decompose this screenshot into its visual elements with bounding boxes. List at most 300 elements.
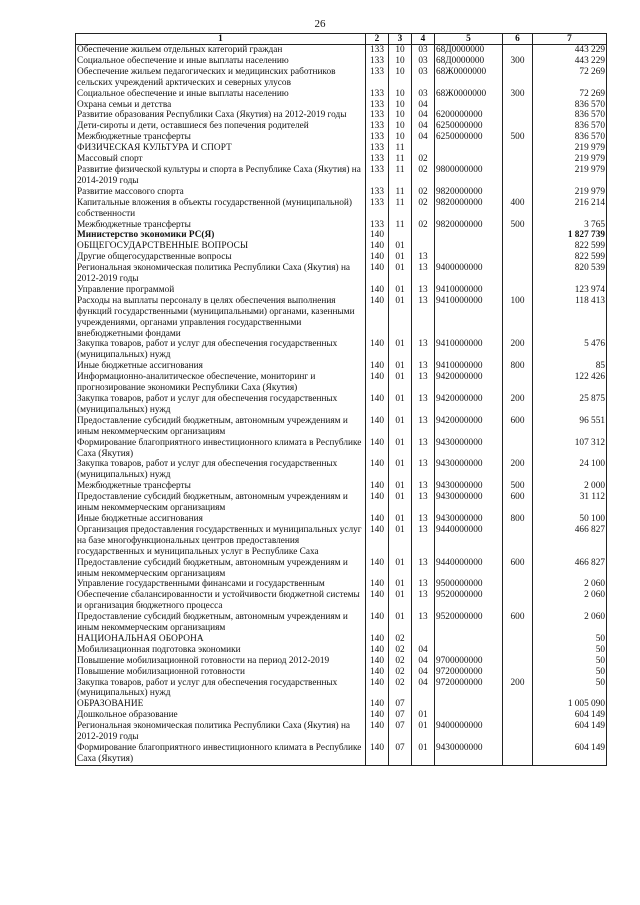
target-article-cell bbox=[435, 154, 503, 165]
section-code-cell: 07 bbox=[389, 699, 412, 710]
table-row bbox=[76, 56, 607, 67]
section-code-cell: 01 bbox=[389, 296, 412, 340]
subsection-code-cell: 02 bbox=[412, 165, 435, 187]
admin-code-cell: 140 bbox=[366, 667, 389, 678]
expense-type-cell bbox=[503, 634, 533, 645]
target-article-cell: 9820000000 bbox=[435, 198, 503, 220]
admin-code-cell: 140 bbox=[366, 721, 389, 743]
subsection-code-cell: 13 bbox=[412, 263, 435, 285]
target-article-cell: 9420000000 bbox=[435, 372, 503, 394]
admin-code-cell: 140 bbox=[366, 558, 389, 580]
amount-cell: 443 229 bbox=[533, 56, 607, 67]
section-code-cell: 10 bbox=[389, 132, 412, 143]
target-article-cell bbox=[435, 634, 503, 645]
page-number: 26 bbox=[314, 18, 326, 30]
row-name-cell: Предоставление субсидий бюджетным, автономным учреждениям и иным некоммерческим организациям bbox=[76, 492, 366, 514]
amount-cell: 50 100 bbox=[533, 514, 607, 525]
subsection-code-cell: 13 bbox=[412, 438, 435, 460]
row-name-cell: Организация предоставления государственных и муниципальных услуг на базе многофункциональных центров предоставления государственных и муниципальных услуг в Республике Саха bbox=[76, 525, 366, 558]
row-name-cell: Закупка товаров, работ и услуг для обеспечения государственных (муниципальных) нужд bbox=[76, 339, 366, 361]
subsection-code-cell: 01 bbox=[412, 721, 435, 743]
expense-type-cell bbox=[503, 438, 533, 460]
table-row bbox=[76, 459, 607, 481]
amount-cell: 216 214 bbox=[533, 198, 607, 220]
amount-cell: 466 827 bbox=[533, 558, 607, 580]
subsection-code-cell: 13 bbox=[412, 296, 435, 340]
subsection-code-cell: 04 bbox=[412, 678, 435, 700]
expense-type-cell: 600 bbox=[503, 612, 533, 634]
section-code-cell: 01 bbox=[389, 579, 412, 590]
section-code-cell: 07 bbox=[389, 743, 412, 765]
section-code-cell: 01 bbox=[389, 361, 412, 372]
table-row bbox=[76, 132, 607, 143]
expense-type-cell bbox=[503, 45, 533, 56]
target-article-cell: 9720000000 bbox=[435, 667, 503, 678]
admin-code-cell: 140 bbox=[366, 634, 389, 645]
admin-code-cell: 140 bbox=[366, 394, 389, 416]
subsection-code-cell: 04 bbox=[412, 121, 435, 132]
amount-cell: 50 bbox=[533, 656, 607, 667]
amount-cell: 836 570 bbox=[533, 121, 607, 132]
table-row bbox=[76, 492, 607, 514]
table-row bbox=[76, 67, 607, 89]
admin-code-cell: 140 bbox=[366, 252, 389, 263]
target-article-cell: 9410000000 bbox=[435, 296, 503, 340]
section-code-cell: 01 bbox=[389, 481, 412, 492]
amount-cell: 31 112 bbox=[533, 492, 607, 514]
row-name-cell: Повышение мобилизационной готовности bbox=[76, 667, 366, 678]
target-article-cell bbox=[435, 699, 503, 710]
amount-cell: 1 827 739 bbox=[533, 230, 607, 241]
amount-cell: 50 bbox=[533, 678, 607, 700]
row-name-cell: НАЦИОНАЛЬНАЯ ОБОРОНА bbox=[76, 634, 366, 645]
admin-code-cell: 133 bbox=[366, 143, 389, 154]
section-code-cell: 10 bbox=[389, 56, 412, 67]
section-code-cell: 01 bbox=[389, 525, 412, 558]
subsection-code-cell: 13 bbox=[412, 361, 435, 372]
subsection-code-cell: 13 bbox=[412, 339, 435, 361]
target-article-cell: 9500000000 bbox=[435, 579, 503, 590]
amount-cell: 24 100 bbox=[533, 459, 607, 481]
row-name-cell: Развитие массового спорта bbox=[76, 187, 366, 198]
admin-code-cell: 140 bbox=[366, 361, 389, 372]
admin-code-cell: 140 bbox=[366, 372, 389, 394]
expense-type-cell bbox=[503, 110, 533, 121]
column-header-4: 4 bbox=[412, 34, 435, 45]
expense-type-cell: 500 bbox=[503, 481, 533, 492]
expense-type-cell bbox=[503, 579, 533, 590]
row-name-cell: Межбюджетные трансферты bbox=[76, 132, 366, 143]
amount-cell: 604 149 bbox=[533, 721, 607, 743]
amount-cell: 123 974 bbox=[533, 285, 607, 296]
subsection-code-cell: 02 bbox=[412, 187, 435, 198]
table-row bbox=[76, 678, 607, 700]
subsection-code-cell: 01 bbox=[412, 743, 435, 765]
section-code-cell: 01 bbox=[389, 372, 412, 394]
admin-code-cell: 133 bbox=[366, 187, 389, 198]
section-code-cell: 02 bbox=[389, 634, 412, 645]
admin-code-cell: 140 bbox=[366, 525, 389, 558]
expense-type-cell bbox=[503, 121, 533, 132]
amount-cell: 822 599 bbox=[533, 252, 607, 263]
amount-cell: 2 060 bbox=[533, 579, 607, 590]
amount-cell: 50 bbox=[533, 645, 607, 656]
section-code-cell: 01 bbox=[389, 416, 412, 438]
target-article-cell: 9420000000 bbox=[435, 416, 503, 438]
table-row bbox=[76, 296, 607, 340]
amount-cell: 118 413 bbox=[533, 296, 607, 340]
table-row bbox=[76, 121, 607, 132]
row-name-cell: Межбюджетные трансферты bbox=[76, 481, 366, 492]
row-name-cell: Обеспечение жильем педагогических и медицинских работников сельских учреждений арктических и северных улусов bbox=[76, 67, 366, 89]
section-code-cell: 01 bbox=[389, 514, 412, 525]
target-article-cell: 9520000000 bbox=[435, 590, 503, 612]
table-row bbox=[76, 645, 607, 656]
table-row bbox=[76, 89, 607, 100]
table-row bbox=[76, 45, 607, 56]
section-code-cell: 01 bbox=[389, 590, 412, 612]
expense-type-cell: 600 bbox=[503, 558, 533, 580]
section-code-cell: 01 bbox=[389, 558, 412, 580]
amount-cell: 604 149 bbox=[533, 743, 607, 765]
admin-code-cell: 133 bbox=[366, 154, 389, 165]
row-name-cell: Закупка товаров, работ и услуг для обеспечения государственных (муниципальных) нужд bbox=[76, 678, 366, 700]
admin-code-cell: 140 bbox=[366, 710, 389, 721]
section-code-cell: 02 bbox=[389, 656, 412, 667]
admin-code-cell: 140 bbox=[366, 459, 389, 481]
table-row bbox=[76, 285, 607, 296]
target-article-cell bbox=[435, 645, 503, 656]
section-code-cell: 01 bbox=[389, 612, 412, 634]
target-article-cell: 9800000000 bbox=[435, 165, 503, 187]
expense-type-cell bbox=[503, 743, 533, 765]
row-name-cell: Формирование благоприятного инвестиционного климата в Республике Саха (Якутия) bbox=[76, 438, 366, 460]
target-article-cell: 9440000000 bbox=[435, 558, 503, 580]
row-name-cell: ФИЗИЧЕСКАЯ КУЛЬТУРА И СПОРТ bbox=[76, 143, 366, 154]
row-name-cell: Управление государственными финансами и государственным bbox=[76, 579, 366, 590]
section-code-cell: 01 bbox=[389, 252, 412, 263]
table-row bbox=[76, 416, 607, 438]
target-article-cell: 9430000000 bbox=[435, 743, 503, 765]
subsection-code-cell: 13 bbox=[412, 558, 435, 580]
target-article-cell bbox=[435, 252, 503, 263]
table-row bbox=[76, 656, 607, 667]
subsection-code-cell: 04 bbox=[412, 645, 435, 656]
admin-code-cell: 133 bbox=[366, 121, 389, 132]
target-article-cell bbox=[435, 230, 503, 241]
row-name-cell: Мобилизационная подготовка экономики bbox=[76, 645, 366, 656]
subsection-code-cell: 02 bbox=[412, 220, 435, 231]
admin-code-cell: 140 bbox=[366, 612, 389, 634]
target-article-cell: 6250000000 bbox=[435, 132, 503, 143]
admin-code-cell: 133 bbox=[366, 165, 389, 187]
table-row bbox=[76, 198, 607, 220]
amount-cell: 2 000 bbox=[533, 481, 607, 492]
target-article-cell bbox=[435, 100, 503, 111]
table-row bbox=[76, 241, 607, 252]
expense-type-cell: 300 bbox=[503, 89, 533, 100]
amount-cell: 72 269 bbox=[533, 67, 607, 89]
table-row bbox=[76, 481, 607, 492]
table-row bbox=[76, 634, 607, 645]
section-code-cell: 01 bbox=[389, 241, 412, 252]
table-row bbox=[76, 667, 607, 678]
row-name-cell: Закупка товаров, работ и услуг для обеспечения государственных (муниципальных) нужд bbox=[76, 459, 366, 481]
subsection-code-cell: 02 bbox=[412, 198, 435, 220]
expense-type-cell bbox=[503, 100, 533, 111]
column-header-5: 5 bbox=[435, 34, 503, 45]
row-name-cell: Управление программой bbox=[76, 285, 366, 296]
section-code-cell: 10 bbox=[389, 67, 412, 89]
table-row bbox=[76, 394, 607, 416]
table-row bbox=[76, 230, 607, 241]
subsection-code-cell: 13 bbox=[412, 416, 435, 438]
admin-code-cell: 140 bbox=[366, 285, 389, 296]
row-name-cell: Региональная экономическая политика Республики Саха (Якутия) на 2012-2019 годы bbox=[76, 263, 366, 285]
row-name-cell: Региональная экономическая политика Республики Саха (Якутия) на 2012-2019 годы bbox=[76, 721, 366, 743]
admin-code-cell: 140 bbox=[366, 579, 389, 590]
section-code-cell: 01 bbox=[389, 492, 412, 514]
expense-type-cell: 400 bbox=[503, 198, 533, 220]
admin-code-cell: 133 bbox=[366, 198, 389, 220]
expense-type-cell bbox=[503, 67, 533, 89]
target-article-cell: 9820000000 bbox=[435, 187, 503, 198]
row-name-cell: Формирование благоприятного инвестиционного климата в Республике Саха (Якутия) bbox=[76, 743, 366, 765]
admin-code-cell: 140 bbox=[366, 590, 389, 612]
admin-code-cell: 140 bbox=[366, 656, 389, 667]
subsection-code-cell bbox=[412, 634, 435, 645]
section-code-cell: 07 bbox=[389, 710, 412, 721]
table-row bbox=[76, 339, 607, 361]
table-row bbox=[76, 743, 607, 765]
admin-code-cell: 140 bbox=[366, 514, 389, 525]
admin-code-cell: 140 bbox=[366, 241, 389, 252]
amount-cell: 1 005 090 bbox=[533, 699, 607, 710]
amount-cell: 219 979 bbox=[533, 187, 607, 198]
amount-cell: 2 060 bbox=[533, 612, 607, 634]
section-code-cell: 11 bbox=[389, 220, 412, 231]
target-article-cell: 9430000000 bbox=[435, 492, 503, 514]
target-article-cell: 9430000000 bbox=[435, 438, 503, 460]
subsection-code-cell: 13 bbox=[412, 525, 435, 558]
amount-cell: 219 979 bbox=[533, 143, 607, 154]
admin-code-cell: 140 bbox=[366, 296, 389, 340]
expense-type-cell bbox=[503, 590, 533, 612]
table-header-row bbox=[76, 34, 607, 45]
row-name-cell: Министерство экономики РС(Я) bbox=[76, 230, 366, 241]
expense-type-cell: 800 bbox=[503, 361, 533, 372]
row-name-cell: Другие общегосударственные вопросы bbox=[76, 252, 366, 263]
subsection-code-cell: 13 bbox=[412, 285, 435, 296]
subsection-code-cell: 04 bbox=[412, 110, 435, 121]
amount-cell: 604 149 bbox=[533, 710, 607, 721]
amount-cell: 72 269 bbox=[533, 89, 607, 100]
amount-cell: 219 979 bbox=[533, 165, 607, 187]
table-row bbox=[76, 525, 607, 558]
row-name-cell: Развитие образования Республики Саха (Якутия) на 2012-2019 годы bbox=[76, 110, 366, 121]
admin-code-cell: 133 bbox=[366, 67, 389, 89]
admin-code-cell: 140 bbox=[366, 492, 389, 514]
amount-cell: 836 570 bbox=[533, 100, 607, 111]
subsection-code-cell: 13 bbox=[412, 612, 435, 634]
subsection-code-cell: 03 bbox=[412, 45, 435, 56]
column-header-7: 7 bbox=[533, 34, 607, 45]
expense-type-cell bbox=[503, 721, 533, 743]
amount-cell: 836 570 bbox=[533, 110, 607, 121]
section-code-cell: 07 bbox=[389, 721, 412, 743]
target-article-cell: 9820000000 bbox=[435, 220, 503, 231]
column-header-2: 2 bbox=[366, 34, 389, 45]
admin-code-cell: 140 bbox=[366, 481, 389, 492]
table-row bbox=[76, 187, 607, 198]
expense-type-cell bbox=[503, 372, 533, 394]
table-row bbox=[76, 710, 607, 721]
subsection-code-cell bbox=[412, 143, 435, 154]
target-article-cell: 9410000000 bbox=[435, 361, 503, 372]
expense-type-cell bbox=[503, 656, 533, 667]
expense-type-cell: 200 bbox=[503, 459, 533, 481]
table-row bbox=[76, 590, 607, 612]
expense-type-cell: 600 bbox=[503, 492, 533, 514]
table-row bbox=[76, 514, 607, 525]
row-name-cell: Капитальные вложения в объекты государственной (муниципальной) собственности bbox=[76, 198, 366, 220]
row-name-cell: Дошкольное образование bbox=[76, 710, 366, 721]
expense-type-cell bbox=[503, 143, 533, 154]
section-code-cell: 01 bbox=[389, 394, 412, 416]
row-name-cell: Предоставление субсидий бюджетным, автономным учреждениям и иным некоммерческим организациям bbox=[76, 416, 366, 438]
section-code-cell bbox=[389, 230, 412, 241]
expense-type-cell: 200 bbox=[503, 339, 533, 361]
subsection-code-cell: 13 bbox=[412, 514, 435, 525]
target-article-cell bbox=[435, 710, 503, 721]
target-article-cell: 68Ж0000000 bbox=[435, 89, 503, 100]
admin-code-cell: 140 bbox=[366, 743, 389, 765]
subsection-code-cell: 04 bbox=[412, 100, 435, 111]
target-article-cell: 9430000000 bbox=[435, 481, 503, 492]
section-code-cell: 01 bbox=[389, 459, 412, 481]
row-name-cell: Охрана семьи и детства bbox=[76, 100, 366, 111]
section-code-cell: 11 bbox=[389, 187, 412, 198]
amount-cell: 5 476 bbox=[533, 339, 607, 361]
amount-cell: 2 060 bbox=[533, 590, 607, 612]
amount-cell: 3 765 bbox=[533, 220, 607, 231]
table-row bbox=[76, 165, 607, 187]
subsection-code-cell: 02 bbox=[412, 154, 435, 165]
subsection-code-cell: 13 bbox=[412, 579, 435, 590]
subsection-code-cell: 13 bbox=[412, 481, 435, 492]
amount-cell: 443 229 bbox=[533, 45, 607, 56]
expense-type-cell bbox=[503, 230, 533, 241]
expense-type-cell bbox=[503, 187, 533, 198]
row-name-cell: Обеспечение жильем отдельных категорий граждан bbox=[76, 45, 366, 56]
table-row bbox=[76, 143, 607, 154]
subsection-code-cell: 03 bbox=[412, 89, 435, 100]
row-name-cell: Информационно-аналитическое обеспечение, мониторинг и прогнозирование экономики Республики Саха (Якутия) bbox=[76, 372, 366, 394]
expense-type-cell bbox=[503, 285, 533, 296]
table-row bbox=[76, 263, 607, 285]
row-name-cell: ОБРАЗОВАНИЕ bbox=[76, 699, 366, 710]
table-row bbox=[76, 372, 607, 394]
row-name-cell: Предоставление субсидий бюджетным, автономным учреждениям и иным некоммерческим организациям bbox=[76, 558, 366, 580]
section-code-cell: 11 bbox=[389, 154, 412, 165]
amount-cell: 85 bbox=[533, 361, 607, 372]
table-row bbox=[76, 699, 607, 710]
target-article-cell: 9520000000 bbox=[435, 612, 503, 634]
admin-code-cell: 133 bbox=[366, 89, 389, 100]
amount-cell: 96 551 bbox=[533, 416, 607, 438]
section-code-cell: 11 bbox=[389, 198, 412, 220]
target-article-cell: 9440000000 bbox=[435, 525, 503, 558]
section-code-cell: 02 bbox=[389, 645, 412, 656]
subsection-code-cell: 04 bbox=[412, 132, 435, 143]
expense-type-cell: 300 bbox=[503, 56, 533, 67]
admin-code-cell: 140 bbox=[366, 263, 389, 285]
admin-code-cell: 140 bbox=[366, 699, 389, 710]
admin-code-cell: 133 bbox=[366, 132, 389, 143]
section-code-cell: 01 bbox=[389, 339, 412, 361]
row-name-cell: Обеспечение сбалансированности и устойчивости бюджетной системы и организация бюджетного процесса bbox=[76, 590, 366, 612]
expense-type-cell: 500 bbox=[503, 220, 533, 231]
subsection-code-cell: 03 bbox=[412, 56, 435, 67]
expense-type-cell: 500 bbox=[503, 132, 533, 143]
column-header-6: 6 bbox=[503, 34, 533, 45]
expense-type-cell bbox=[503, 699, 533, 710]
column-header-1: 1 bbox=[76, 34, 366, 45]
row-name-cell: Социальное обеспечение и иные выплаты населению bbox=[76, 56, 366, 67]
subsection-code-cell: 13 bbox=[412, 459, 435, 481]
expense-type-cell bbox=[503, 263, 533, 285]
row-name-cell: Иные бюджетные ассигнования bbox=[76, 514, 366, 525]
subsection-code-cell bbox=[412, 241, 435, 252]
table-row bbox=[76, 252, 607, 263]
target-article-cell: 9430000000 bbox=[435, 514, 503, 525]
table-row bbox=[76, 438, 607, 460]
section-code-cell: 10 bbox=[389, 45, 412, 56]
section-code-cell: 02 bbox=[389, 678, 412, 700]
expense-type-cell: 100 bbox=[503, 296, 533, 340]
section-code-cell: 10 bbox=[389, 89, 412, 100]
table-row bbox=[76, 579, 607, 590]
row-name-cell: ОБЩЕГОСУДАРСТВЕННЫЕ ВОПРОСЫ bbox=[76, 241, 366, 252]
expense-type-cell bbox=[503, 165, 533, 187]
expense-type-cell bbox=[503, 667, 533, 678]
section-code-cell: 01 bbox=[389, 263, 412, 285]
target-article-cell: 9410000000 bbox=[435, 285, 503, 296]
target-article-cell: 9410000000 bbox=[435, 339, 503, 361]
target-article-cell: 68Ж0000000 bbox=[435, 67, 503, 89]
expense-type-cell: 800 bbox=[503, 514, 533, 525]
admin-code-cell: 140 bbox=[366, 438, 389, 460]
expense-type-cell bbox=[503, 525, 533, 558]
amount-cell: 822 599 bbox=[533, 241, 607, 252]
table-row bbox=[76, 100, 607, 111]
admin-code-cell: 140 bbox=[366, 339, 389, 361]
expense-type-cell bbox=[503, 645, 533, 656]
expense-type-cell bbox=[503, 241, 533, 252]
table-body bbox=[76, 45, 607, 766]
section-code-cell: 01 bbox=[389, 438, 412, 460]
target-article-cell: 68Д0000000 bbox=[435, 45, 503, 56]
subsection-code-cell: 13 bbox=[412, 394, 435, 416]
target-article-cell: 9720000000 bbox=[435, 678, 503, 700]
target-article-cell: 9700000000 bbox=[435, 656, 503, 667]
subsection-code-cell bbox=[412, 699, 435, 710]
amount-cell: 25 875 bbox=[533, 394, 607, 416]
admin-code-cell: 133 bbox=[366, 45, 389, 56]
admin-code-cell: 140 bbox=[366, 645, 389, 656]
target-article-cell: 68Д0000000 bbox=[435, 56, 503, 67]
subsection-code-cell: 13 bbox=[412, 590, 435, 612]
